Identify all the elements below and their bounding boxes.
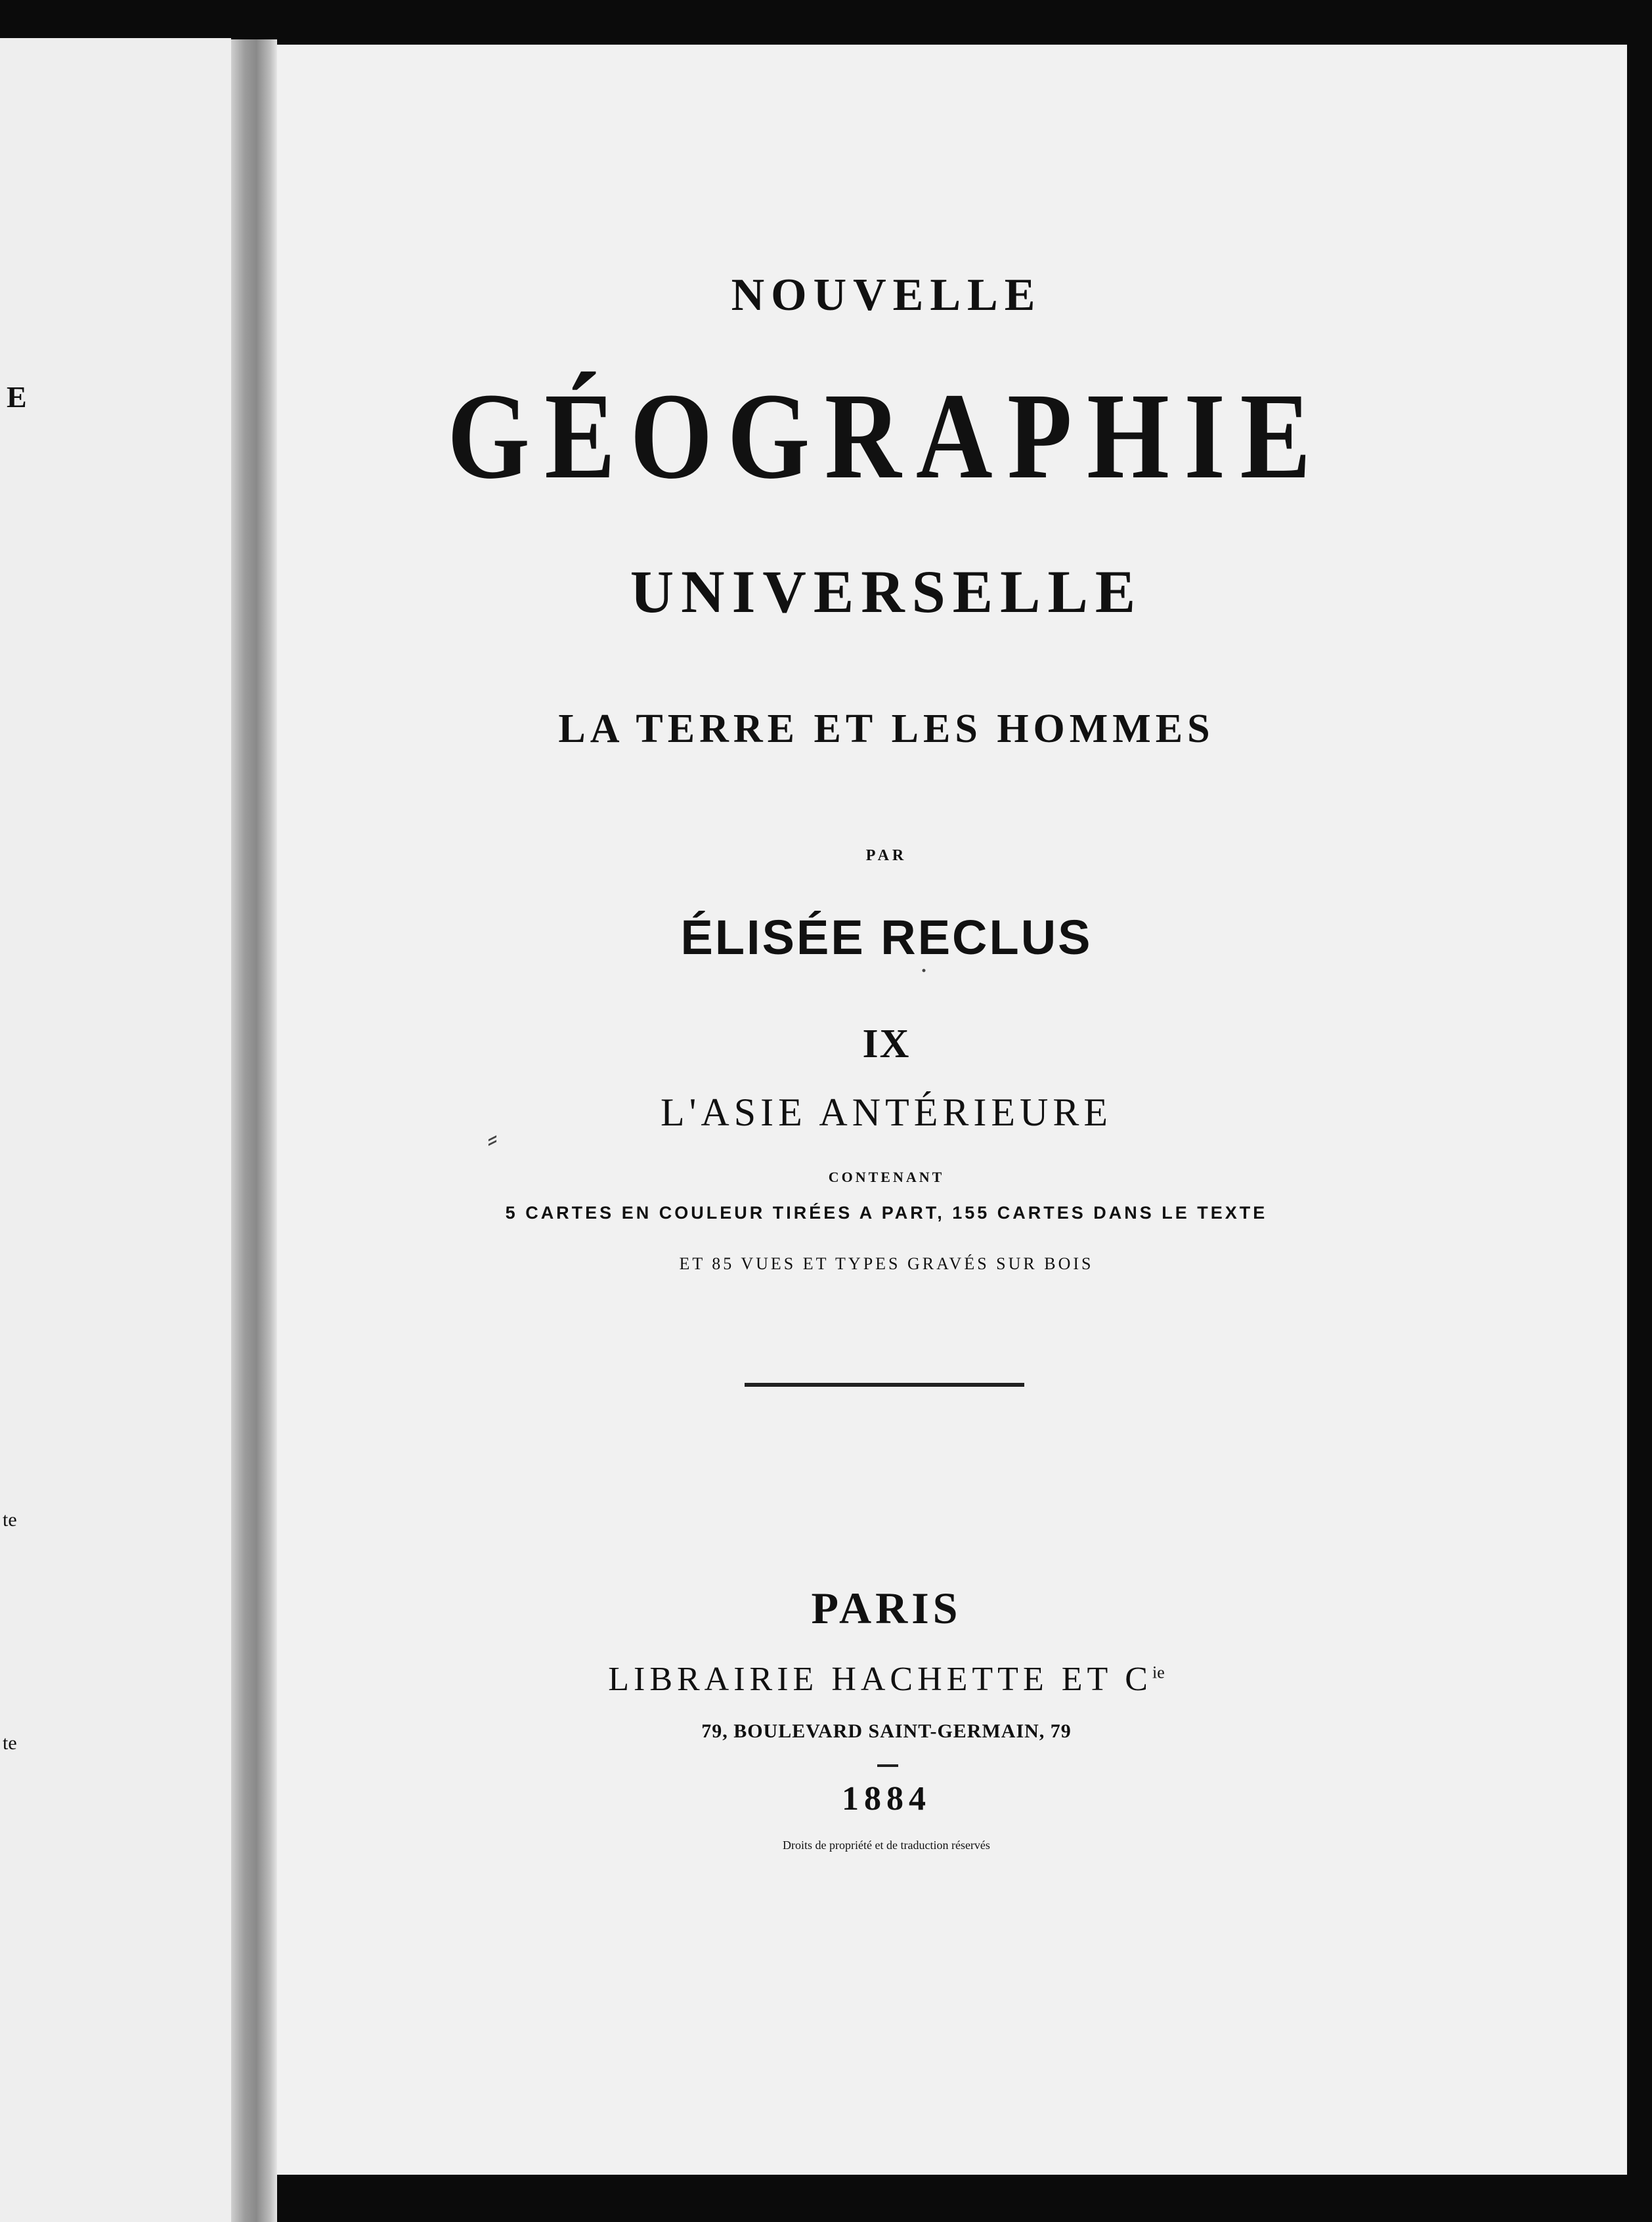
scan-border: [1627, 45, 1652, 2222]
author-name: ÉLISÉE RECLUS: [680, 910, 1093, 965]
title-line-universelle: UNIVERSELLE: [630, 558, 1143, 625]
year: 1884: [842, 1780, 931, 1818]
publisher-suffix: ie: [1152, 1663, 1165, 1682]
title-line-geographie: GÉOGRAPHIE: [447, 367, 1326, 504]
address: 79, BOULEVARD SAINT-GERMAIN, 79: [701, 1720, 1072, 1742]
left-page-fragment-te-2: te: [3, 1732, 17, 1754]
title-line-nouvelle: NOUVELLE: [731, 270, 1042, 320]
city: PARIS: [811, 1583, 962, 1633]
by-label: PAR: [865, 847, 907, 864]
contents-line-2: ET 85 VUES ET TYPES GRAVÉS SUR BOIS: [679, 1254, 1094, 1273]
volume-number: IX: [862, 1022, 911, 1066]
rights-notice: Droits de propriété et de traduction réservés: [783, 1839, 990, 1852]
contents-line-1: 5 CARTES EN COULEUR TIRÉES A PART, 155 CARTES DANS LE TEXTE: [505, 1203, 1268, 1223]
divider-rule: [745, 1383, 1024, 1387]
contains-label: CONTENANT: [828, 1169, 945, 1185]
subtitle: LA TERRE ET LES HOMMES: [558, 707, 1215, 751]
ink-speck: ⸗: [487, 1121, 498, 1156]
publisher: [558, 1660, 1215, 1699]
short-dash-rule: [877, 1764, 898, 1767]
volume-title: L'ASIE ANTÉRIEURE: [660, 1091, 1113, 1134]
left-page-edge: [0, 38, 231, 2222]
book-gutter-shadow: [231, 39, 277, 2222]
publisher-name: LIBRAIRIE HACHETTE ET C: [608, 1661, 1152, 1698]
left-page-fragment-te-1: te: [3, 1509, 17, 1531]
ink-speck: ·: [919, 956, 928, 986]
left-page-fragment-e: E: [7, 380, 27, 414]
